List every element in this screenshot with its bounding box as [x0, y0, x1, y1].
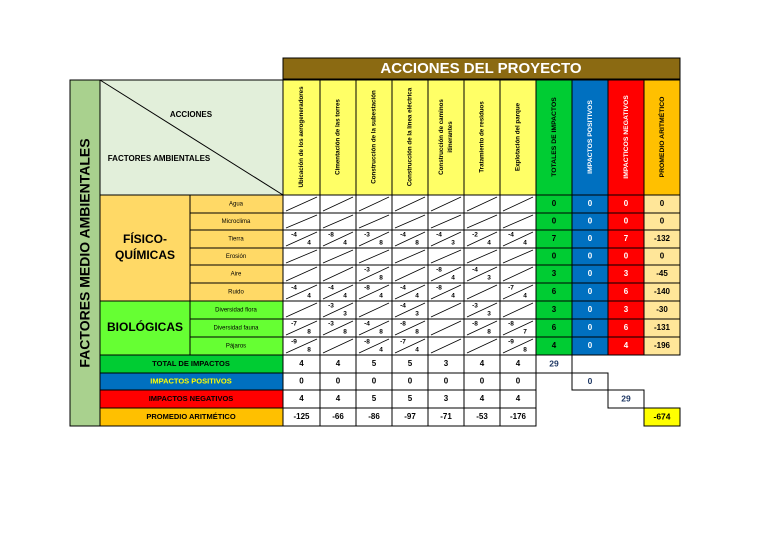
factor-name: Diversidad fauna [213, 325, 259, 332]
magnitude-value: -8 [328, 231, 334, 239]
summary-row-value: -125 [293, 412, 310, 422]
summary-value: 6 [551, 287, 557, 297]
summary-value: 3 [551, 269, 557, 279]
summary-value: 0 [623, 199, 629, 209]
magnitude-value: -3 [328, 320, 334, 328]
group-label: BIOLÓGICAS [106, 320, 184, 335]
summary-value: 0 [551, 199, 557, 209]
magnitude-value: -4 [436, 231, 442, 239]
summary-row-value: 0 [515, 376, 521, 386]
magnitude-value: -8 [436, 266, 442, 274]
importance-value: 3 [487, 274, 491, 282]
importance-value: 8 [415, 239, 419, 247]
importance-value: 7 [523, 328, 527, 336]
action-label: itinerantes [447, 121, 455, 153]
summary-row-end-value: -674 [653, 411, 671, 422]
summary-value: 4 [623, 341, 629, 351]
importance-value: 8 [379, 239, 383, 247]
summary-row-end-value: 29 [621, 393, 631, 404]
magnitude-value: -3 [328, 302, 334, 310]
magnitude-value: -7 [508, 284, 514, 292]
action-header-5 [428, 80, 464, 195]
importance-value: 8 [487, 328, 491, 336]
summary-row-value: -86 [368, 412, 380, 422]
summary-value: 0 [659, 216, 665, 226]
magnitude-value: -8 [472, 320, 478, 328]
summary-row-value: 4 [515, 394, 521, 404]
magnitude-value: -8 [436, 284, 442, 292]
importance-value: 8 [415, 328, 419, 336]
summary-header-label: PROMEDIO ARITMÉTICO [658, 96, 666, 178]
summary-header-label: TOTALES DE IMPACTOS [550, 97, 558, 177]
importance-value: 4 [343, 239, 347, 247]
summary-row-value: 5 [371, 359, 377, 369]
action-label: Construcción de la línea eléctrica [406, 87, 414, 187]
summary-value: 0 [587, 216, 593, 226]
importance-value: 8 [379, 274, 383, 282]
importance-value: 3 [451, 239, 455, 247]
importance-value: 4 [451, 292, 455, 300]
importance-value: 4 [523, 239, 527, 247]
magnitude-value: -3 [364, 231, 370, 239]
importance-value: 8 [307, 328, 311, 336]
factor-name: Microclima [221, 219, 251, 226]
importance-value: 4 [487, 239, 491, 247]
magnitude-value: -8 [364, 284, 370, 292]
magnitude-value: -4 [291, 231, 297, 239]
summary-row-value: 0 [371, 376, 377, 386]
summary-value: 0 [587, 323, 593, 333]
summary-row-value: 4 [479, 394, 485, 404]
summary-value: 0 [623, 251, 629, 261]
summary-value: -131 [653, 323, 671, 333]
summary-row-label: TOTAL DE IMPACTOS [152, 358, 230, 368]
summary-row-value: 4 [335, 394, 341, 404]
importance-value: 4 [343, 292, 347, 300]
summary-row-value: 0 [443, 376, 449, 386]
magnitude-value: -4 [400, 302, 406, 310]
summary-value: 3 [623, 305, 629, 315]
summary-value: 0 [659, 199, 665, 209]
summary-value: 0 [551, 251, 557, 261]
summary-row-label: PROMEDIO ARITMÉTICO [146, 411, 236, 421]
summary-value: 0 [587, 341, 593, 351]
importance-value: 4 [415, 346, 419, 354]
summary-value: 0 [623, 216, 629, 226]
summary-value: 7 [623, 234, 629, 244]
summary-row-value: 5 [407, 359, 413, 369]
summary-value: -132 [653, 234, 671, 244]
summary-row-value: 0 [407, 376, 413, 386]
summary-value: 3 [623, 269, 629, 279]
summary-value: 6 [623, 287, 629, 297]
magnitude-value: -2 [472, 231, 478, 239]
summary-value: -140 [653, 287, 671, 297]
importance-value: 4 [451, 274, 455, 282]
action-label: Construcción de caminos [438, 99, 446, 175]
summary-row-value: 4 [335, 359, 341, 369]
summary-row-value: 0 [479, 376, 485, 386]
factor-name: Aire [230, 271, 242, 278]
summary-row-value: -66 [332, 412, 344, 422]
magnitude-value: -8 [364, 338, 370, 346]
importance-value: 4 [415, 292, 419, 300]
summary-value: 3 [551, 305, 557, 315]
magnitude-value: -4 [472, 266, 478, 274]
importance-value: 4 [379, 346, 383, 354]
summary-value: 0 [587, 269, 593, 279]
action-label: Construcción de la subestación [370, 90, 378, 184]
summary-row-end-value: 29 [549, 358, 559, 369]
magnitude-value: -4 [291, 284, 297, 292]
summary-row-value: 5 [371, 394, 377, 404]
action-label: Cimentación de las torres [334, 99, 342, 175]
importance-value: 8 [343, 328, 347, 336]
action-label: Tratamiento de residuos [478, 101, 486, 173]
group-label: FÍSICO- [123, 232, 167, 247]
summary-row-value: 3 [443, 359, 449, 369]
summary-value: 6 [551, 323, 557, 333]
summary-row-value: 4 [299, 359, 304, 369]
summary-value: 6 [623, 323, 629, 333]
summary-value: 0 [587, 251, 593, 261]
factor-name: Tierra [228, 236, 244, 243]
action-label: Explotación del parque [514, 102, 522, 172]
magnitude-value: -3 [364, 266, 370, 274]
magnitude-value: -4 [328, 284, 334, 292]
summary-row-value: -53 [476, 412, 488, 422]
summary-row-end-value: 0 [587, 375, 593, 386]
importance-value: 4 [379, 292, 383, 300]
magnitude-value: -7 [400, 338, 406, 346]
importance-value: 4 [523, 292, 527, 300]
summary-row-value: -97 [404, 412, 416, 422]
factor-name: Ruido [228, 289, 244, 296]
factor-name: Diversidad flora [215, 307, 257, 314]
summary-header-label: IMPACTOS POSITIVOS [586, 100, 594, 174]
action-label: Ubicación de los aerogeneradores [298, 86, 306, 188]
magnitude-value: -8 [508, 320, 514, 328]
page-title: ACCIONES DEL PROYECTO [380, 59, 582, 77]
factor-name: Agua [228, 201, 244, 208]
summary-row-label: IMPACTOS NEGATIVOS [148, 393, 234, 403]
factor-name: Erosión [225, 254, 247, 261]
summary-value: -196 [653, 341, 671, 351]
factores-label: FACTORES AMBIENTALES [107, 154, 211, 164]
importance-value: 4 [307, 292, 311, 300]
magnitude-value: -7 [291, 320, 297, 328]
summary-value: 0 [587, 305, 593, 315]
importance-value: 4 [307, 239, 311, 247]
magnitude-value: -4 [364, 320, 370, 328]
importance-value: 3 [415, 310, 419, 318]
summary-value: 0 [587, 199, 593, 209]
summary-row-value: 4 [479, 359, 485, 369]
magnitude-value: -4 [508, 231, 514, 239]
importance-value: 8 [379, 328, 383, 336]
summary-value: 7 [551, 234, 557, 244]
importance-value: 8 [307, 346, 311, 354]
importance-value: 8 [523, 346, 527, 354]
summary-row-value: 4 [515, 359, 521, 369]
summary-value: 0 [587, 287, 593, 297]
summary-row-value: 3 [443, 394, 449, 404]
factor-name: Pájaros [225, 343, 247, 350]
summary-value: -30 [656, 305, 668, 315]
summary-header-label: IMPACTICOS NEGATIVOS [622, 95, 630, 179]
summary-row-label: IMPACTOS POSITIVOS [150, 376, 232, 386]
importance-value: 3 [487, 310, 491, 318]
summary-row-value: 0 [335, 376, 341, 386]
summary-row-value: -176 [509, 412, 527, 422]
side-title: FACTORES MEDIO AMBIENTALES [76, 138, 93, 368]
magnitude-value: -3 [472, 302, 478, 310]
acciones-label: ACCIONES [169, 110, 213, 120]
magnitude-value: -9 [291, 338, 297, 346]
importance-value: 3 [343, 310, 347, 318]
summary-value: 0 [587, 234, 593, 244]
summary-value: 0 [551, 216, 557, 226]
magnitude-value: -4 [400, 284, 406, 292]
summary-value: -45 [656, 269, 668, 279]
summary-row-value: -71 [440, 412, 452, 422]
summary-value: 0 [659, 251, 665, 261]
summary-row-value: 0 [299, 376, 304, 386]
summary-value: 4 [551, 341, 557, 351]
magnitude-value: -9 [508, 338, 514, 346]
magnitude-value: -4 [400, 231, 406, 239]
summary-row-value: 4 [299, 394, 304, 404]
magnitude-value: -8 [400, 320, 406, 328]
summary-row-value: 5 [407, 394, 413, 404]
group-label: QUÍMICAS [115, 248, 175, 263]
